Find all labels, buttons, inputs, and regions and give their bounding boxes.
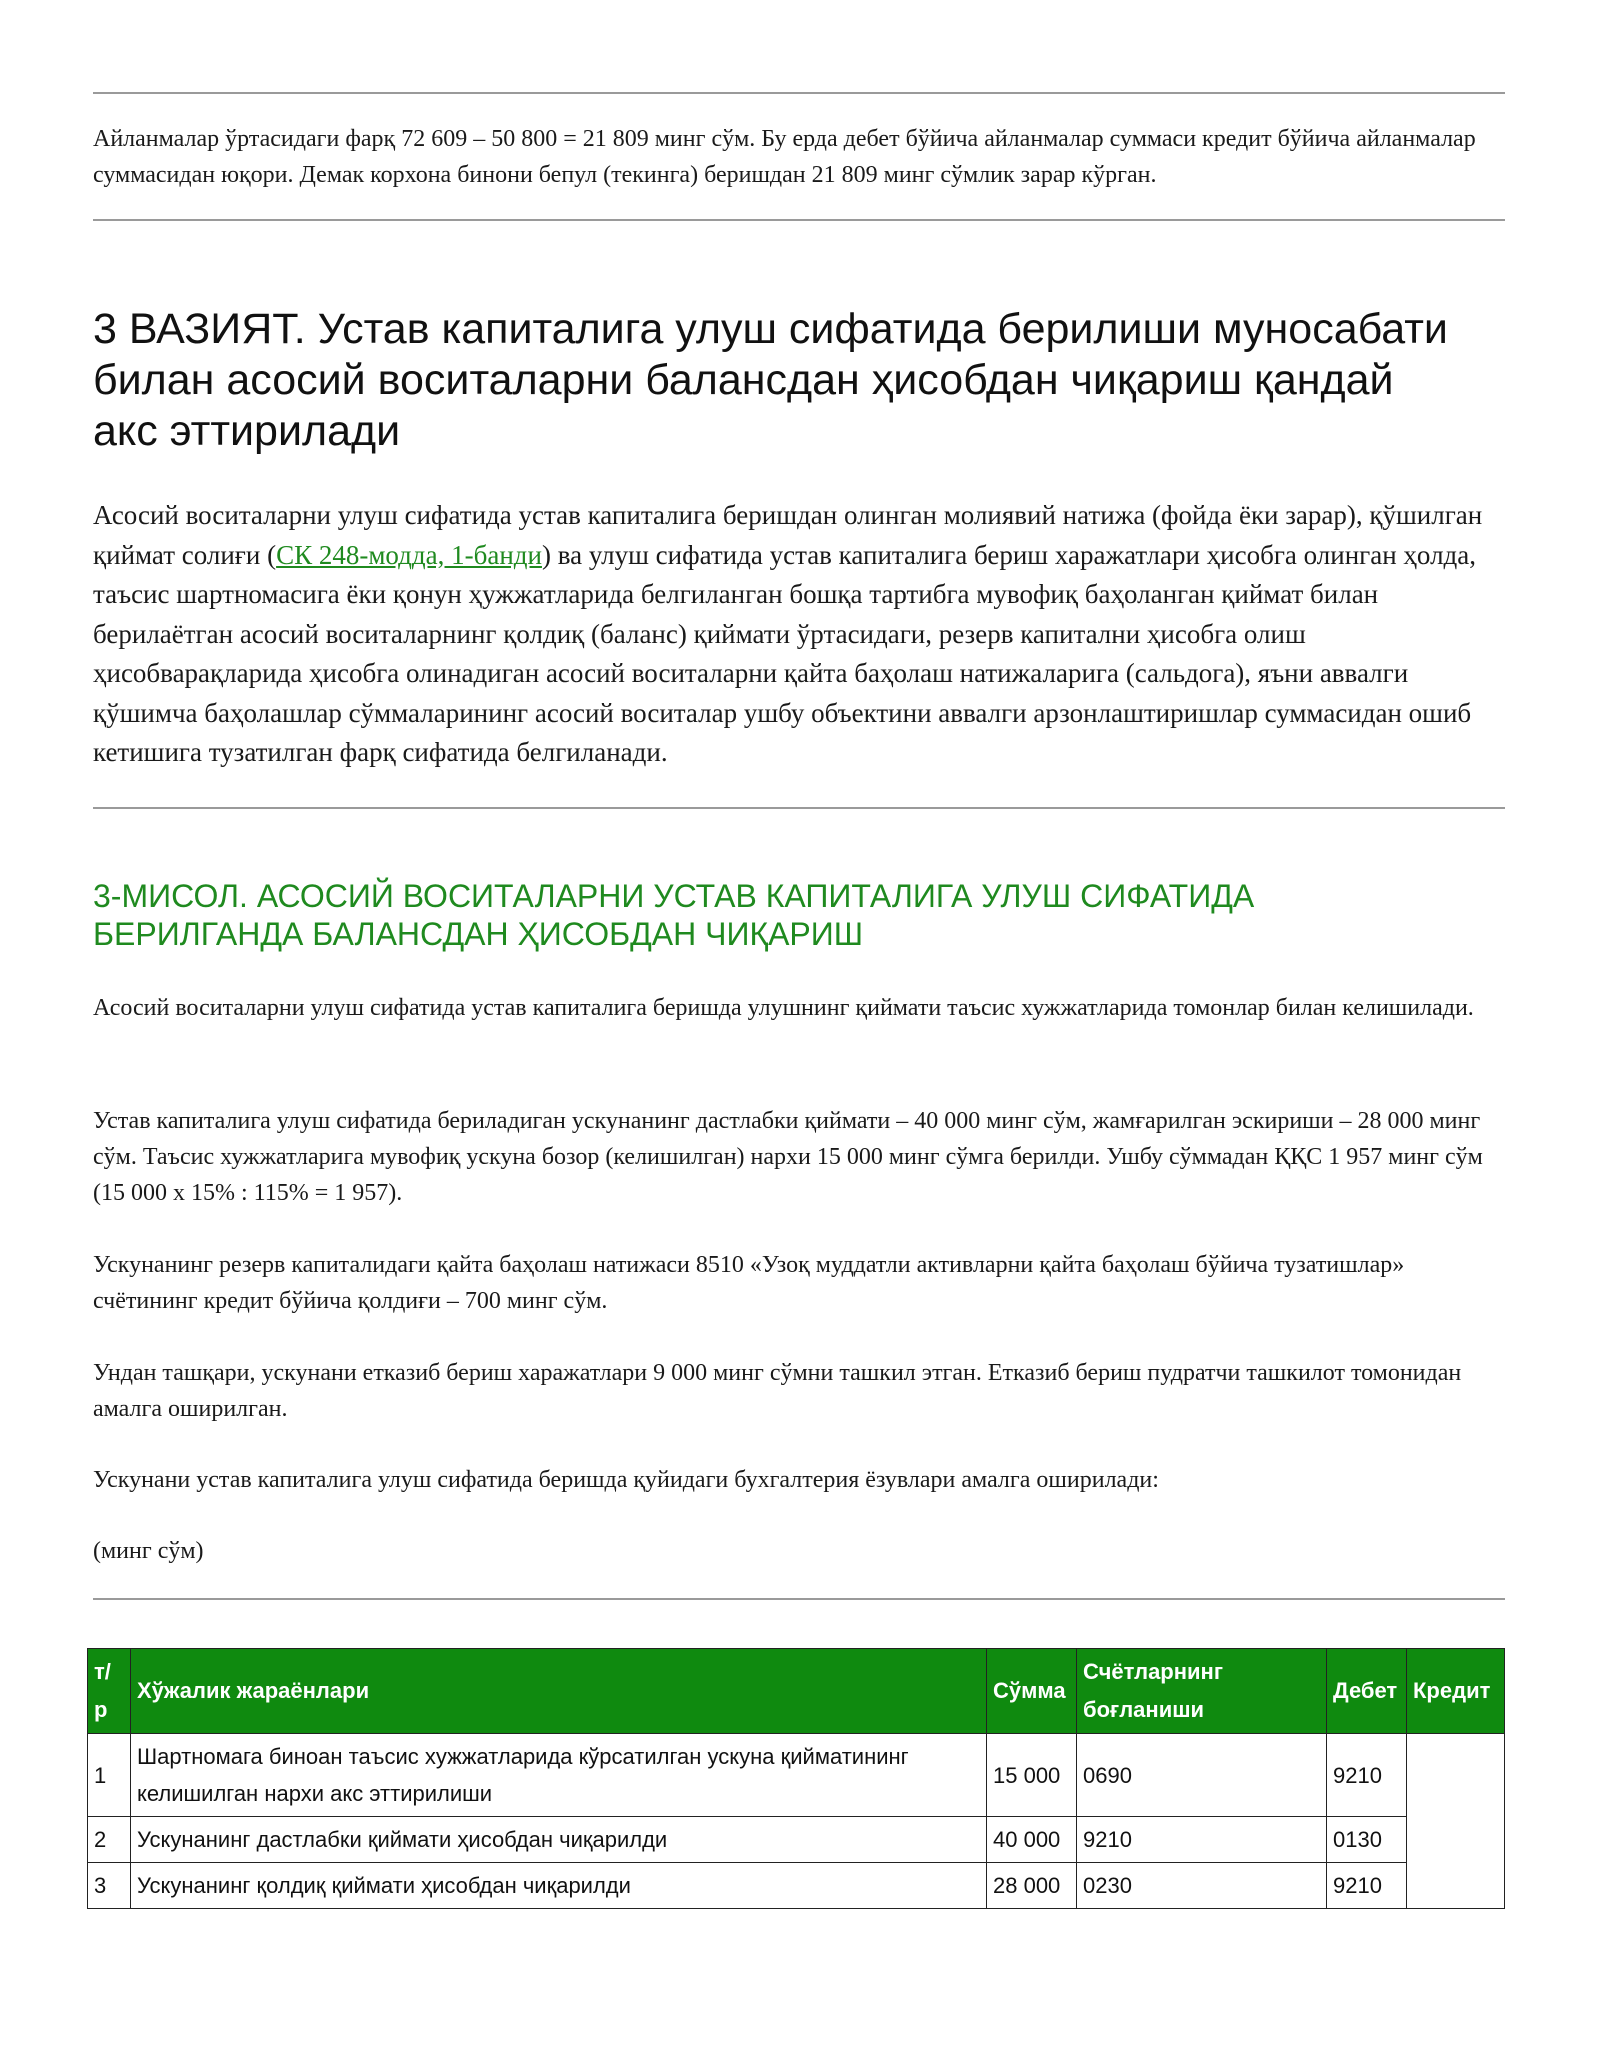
row-accounts: 0690 <box>1077 1734 1327 1817</box>
row-accounts: 9210 <box>1077 1817 1327 1863</box>
row-amount: 15 000 <box>987 1734 1077 1817</box>
situation-text-end: ) ва улуш сифатида устав капиталига бериш харажатлари ҳисобга олинган ҳолда, таъсис шартномасига ёки қонун ҳужжатларида белгиланган бошқа тартибга мувофиқ баҳоланган қиймат билан берилаётган асосий воситаларнинг қолдиқ (баланс) қиймати ўртасидаги, резерв капитални ҳисобга олиш ҳисобварақларида ҳисобга олинадиган асосий воситаларни қайта баҳолаш натижаларига (сальдога), яъни аввалги қўшимча баҳолашлар сўммаларининг асосий воситалар ушбу объектини аввалги арзонлаштиришлар суммасидан ошиб кетишига тузатилган фарқ сифатида белгиланади. <box>93 539 1477 767</box>
row-credit <box>1407 1734 1505 1909</box>
example-heading: 3-МИСОЛ. АСОСИЙ ВОСИТАЛАРНИ УСТАВ КАПИТАЛИГА УЛУШ СИФАТИДА БЕРИЛГАНДА БАЛАНСДАН ҲИСОБДАН ЧИҚАРИШ <box>93 878 1255 952</box>
row-number: 3 <box>88 1863 131 1909</box>
top-divider <box>93 92 1505 94</box>
divider-after-intro <box>93 219 1505 221</box>
table-row <box>88 1734 1505 1817</box>
table-row <box>88 1863 1505 1909</box>
example-paragraph-3: Ускунанинг резерв капиталидаги қайта баҳолаш натижаси 8510 «Узоқ муддатли активларни қайта баҳолаш бўйича тузатишлар» счётининг кредит бўйича қолдиғи – 700 минг сўм. <box>93 1252 1405 1314</box>
situation-paragraph <box>93 496 1505 773</box>
row-operation: Ускунанинг дастлабки қиймати ҳисобдан чиқарилди <box>131 1817 987 1863</box>
column-header-amount: Сўмма <box>987 1649 1077 1734</box>
example-paragraph-1: Асосий воситаларни улуш сифатида устав капиталига беришда улушнинг қиймати таъсис хужжатларида томонлар билан келишилади. <box>93 995 1474 1021</box>
row-amount: 28 000 <box>987 1863 1077 1909</box>
situation-heading: 3 ВАЗИЯТ. Устав капиталига улуш сифатида берилиши муносабати билан асосий воситаларни балансдан ҳисобдан чиқариш қандай акс эттирилади <box>93 305 1448 455</box>
divider-after-situation <box>93 807 1505 809</box>
column-header-accounts: Счётларнинг боғланиши <box>1077 1649 1327 1734</box>
row-number: 2 <box>88 1817 131 1863</box>
units-note: (минг сўм) <box>93 1538 204 1564</box>
accounting-entries-table <box>87 1648 1505 1909</box>
row-debit: 0130 <box>1327 1817 1407 1863</box>
example-paragraph-4: Ундан ташқари, ускунани етказиб бериш харажатлари 9 000 минг сўмни ташкил этган. Етказиб бериш пудратчи ташкилот томонидан амалга оширилган. <box>93 1360 1462 1422</box>
turnover-difference-paragraph: Айланмалар ўртасидаги фарқ 72 609 – 50 800 = 21 809 минг сўм. Бу ерда дебет бўйича айланмалар суммаси кредит бўйича айланмалар суммасидан юқори. Демак корхона бинони бепул (текинга) беришдан 21 809 минг сўмлик зарар кўрган. <box>93 126 1476 188</box>
example-paragraph-2: Устав капиталига улуш сифатида бериладиган ускунанинг дастлабки қиймати – 40 000 минг сўм, жамғарилган эскириши – 28 000 минг сўм. Таъсис хужжатларига мувофиқ ускуна бозор (келишилган) нархи 15 000 минг сўмга берилди. Ушбу сўммадан ҚҚС 1 957 минг сўм (15 000 х 15% : 115% = 1 957). <box>93 1108 1483 1206</box>
row-debit: 9210 <box>1327 1734 1407 1817</box>
row-operation: Ускунанинг қолдиқ қиймати ҳисобдан чиқарилди <box>131 1863 987 1909</box>
row-amount: 40 000 <box>987 1817 1077 1863</box>
row-accounts: 0230 <box>1077 1863 1327 1909</box>
row-debit: 9210 <box>1327 1863 1407 1909</box>
row-operation: Шартномага биноан таъсис хужжатларида кўрсатилган ускуна қийматининг келишилган нархи акс эттирилиши <box>131 1734 987 1817</box>
row-number: 1 <box>88 1734 131 1817</box>
example-paragraph-5: Ускунани устав капиталига улуш сифатида беришда қуйидаги бухгалтерия ёзувлари амалга оширилади: <box>93 1467 1159 1493</box>
table-row <box>88 1817 1505 1863</box>
column-header-number: т/р <box>88 1649 131 1734</box>
column-header-operations: Хўжалик жараёнлари <box>131 1649 987 1734</box>
table-header-row <box>88 1649 1505 1734</box>
column-header-credit: Кредит <box>1407 1649 1505 1734</box>
divider-before-table <box>93 1598 1505 1600</box>
situation-text-start: Асосий воситаларни улуш сифатида устав капиталига беришдан олинган молиявий натижа (фойда ёки зарар), қўшилган қиймат солиғи ( <box>93 500 1483 570</box>
tax-code-link[interactable]: СК 248-модда, 1-банди <box>276 539 542 570</box>
column-header-debit: Дебет <box>1327 1649 1407 1734</box>
